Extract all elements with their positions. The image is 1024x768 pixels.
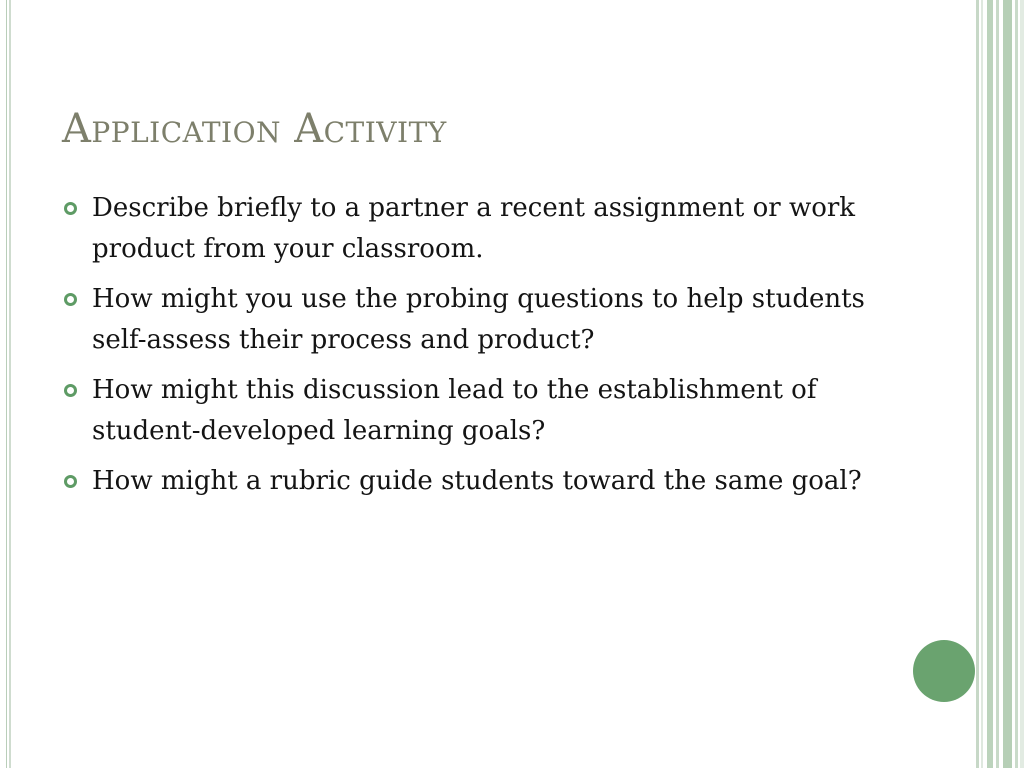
bullet-item bbox=[62, 279, 892, 361]
bullet-list bbox=[62, 188, 892, 511]
bullet-item bbox=[62, 461, 892, 502]
border-stripe bbox=[1020, 0, 1024, 768]
ring-bullet-icon bbox=[64, 202, 77, 215]
bullet-text: How might you use the probing questions to help students self-assess their process and product? bbox=[92, 284, 865, 355]
left-border-line bbox=[9, 0, 11, 768]
circle-decoration-icon bbox=[913, 640, 975, 702]
right-border-stripes bbox=[976, 0, 1024, 768]
ring-bullet-icon bbox=[64, 384, 77, 397]
border-stripe bbox=[1015, 0, 1018, 768]
border-stripe bbox=[976, 0, 979, 768]
bullet-item bbox=[62, 188, 892, 270]
border-stripe bbox=[981, 0, 983, 768]
left-border-line bbox=[6, 0, 7, 768]
border-stripe bbox=[996, 0, 999, 768]
bullet-text: How might this discussion lead to the establishment of student-developed learning goals? bbox=[92, 375, 817, 446]
border-stripe bbox=[1003, 0, 1012, 768]
ring-bullet-icon bbox=[64, 475, 77, 488]
bullet-text: Describe briefly to a partner a recent assignment or work product from your classroom. bbox=[92, 193, 856, 264]
bullet-text: How might a rubric guide students toward the same goal? bbox=[92, 466, 862, 496]
bullet-item bbox=[62, 370, 892, 452]
border-stripe bbox=[987, 0, 993, 768]
slide-title: Application Activity bbox=[62, 106, 447, 152]
ring-bullet-icon bbox=[64, 293, 77, 306]
